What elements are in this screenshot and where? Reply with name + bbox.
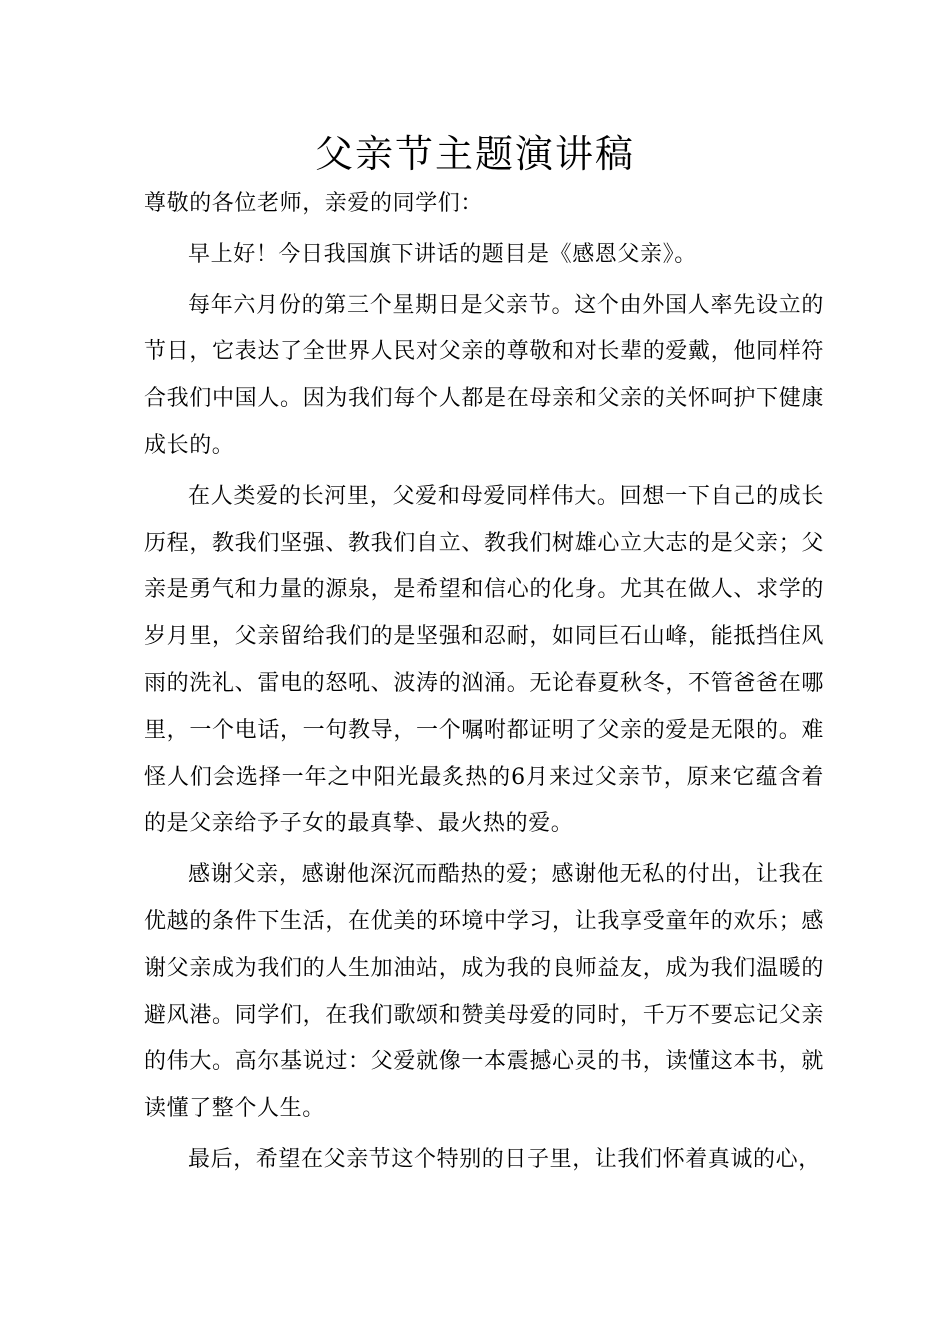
paragraph-5: 最后，希望在父亲节这个特别的日子里，让我们怀着真诚的心， — [188, 1146, 821, 1172]
greeting-line: 尊敬的各位老师，亲爱的同学们： — [144, 191, 484, 216]
paragraph-4: 感谢父亲，感谢他深沉而酷热的爱；感谢他无私的付出，让我在优越的条件下生活，在优美的环境中学习，让我享受童年的欢乐；感谢父亲成为我们的人生加油站，成为我的良师益友，成为我们温暖的避风港。同学们，在我们歌颂和赞美母爱的同时，千万不要忘记父亲的伟大。高尔基说过：父爱就像一本震撼心灵的书，读懂这本书，就读懂了整个人生。 — [144, 862, 824, 1122]
paragraph-2: 每年六月份的第三个星期日是父亲节。这个由外国人率先设立的节日，它表达了全世界人民对父亲的尊敬和对长辈的爱戴，他同样符合我们中国人。因为我们每个人都是在母亲和父亲的关怀呵护下健康成长的。 — [144, 292, 824, 458]
document-body — [144, 181, 824, 1188]
paragraph-1: 早上好！今日我国旗下讲话的题目是《感恩父亲》。 — [188, 241, 697, 267]
document-title: 父亲节主题演讲稿 — [314, 132, 635, 176]
paragraph-3: 在人类爱的长河里，父爱和母爱同样伟大。回想一下自己的成长历程，教我们坚强、教我们自立、教我们树雄心立大志的是父亲；父亲是勇气和力量的源泉，是希望和信心的化身。尤其在做人、求学的岁月里，父亲留给我们的是坚强和忍耐，如同巨石山峰，能抵挡住风雨的洗礼、雷电的怒吼、波涛的汹涌。无论春夏秋冬，不管爸爸在哪里，一个电话，一句教导，一个嘱咐都证明了父亲的爱是无限的。难怪人们会选择一年之中阳光最炙热的6月来过父亲节，原来它蕴含着的是父亲给予子女的最真挚、最火热的爱。 — [144, 483, 824, 837]
